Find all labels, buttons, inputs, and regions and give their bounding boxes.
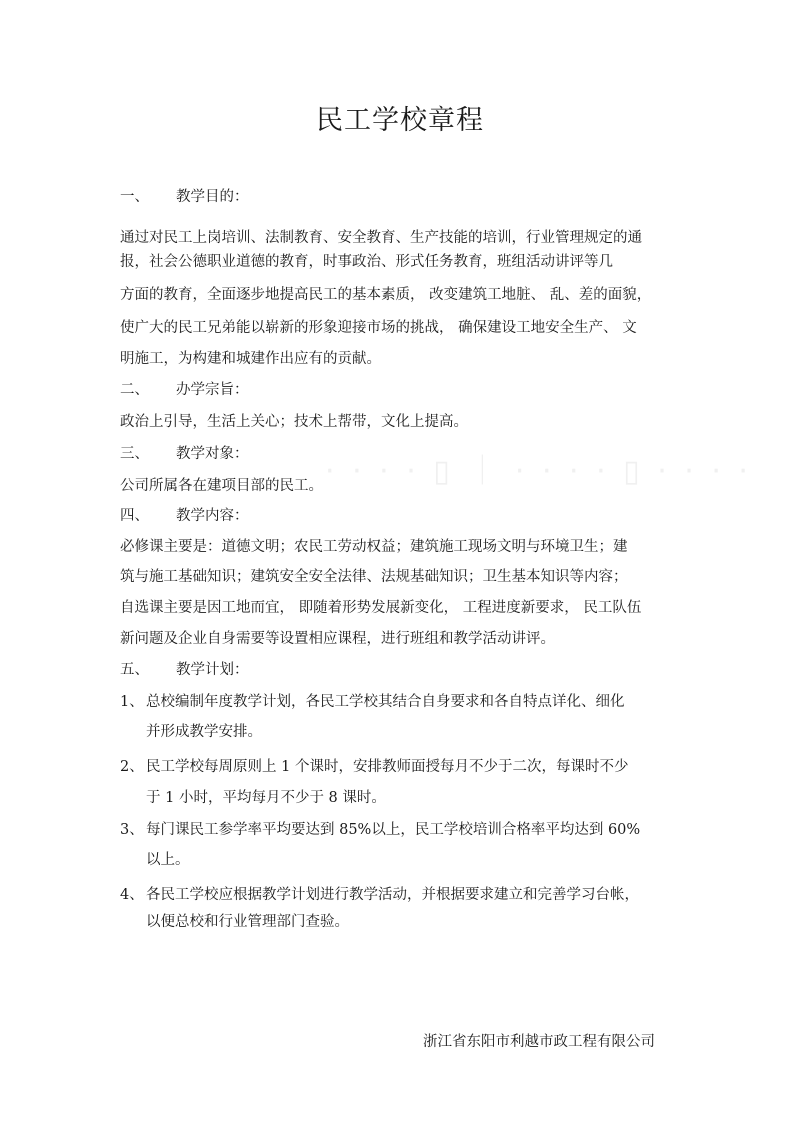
- faint-watermark: · · · · ▯ ｜ · · · · ▯ · · · ·: [325, 454, 752, 489]
- section-number: 五、: [120, 662, 149, 678]
- plan-item-number: 3、: [120, 822, 144, 838]
- section-2-heading: [120, 380, 249, 400]
- plan-item-2: [120, 757, 628, 777]
- content-line-3: 自选课主要是因工地而宜， 即随着形势发展新变化， 工程进度新要求， 民工队伍: [120, 600, 642, 616]
- section-1-heading: [120, 187, 249, 207]
- target-text: 公司所属各在建项目部的民工。: [120, 478, 323, 494]
- plan-item-text: 总校编制年度教学计划，各民工学校其结合自身要求和各自特点详化、细化: [146, 694, 625, 710]
- section-title: 办学宗旨：: [176, 382, 249, 398]
- plan-item-1: [120, 692, 625, 712]
- purpose-line-2: 报，社会公德职业道德的教育，时事政治、形式任务教育，班组活动讲评等几: [120, 254, 613, 270]
- plan-item-3: [120, 820, 640, 840]
- purpose-line-4: 使广大的民工兄弟能以崭新的形象迎接市场的挑战， 确保建设工地安全生产、 文: [120, 320, 637, 336]
- plan-item-text: 民工学校每周原则上 1 个课时，安排教师面授每月不少于二次，每课时不少: [146, 759, 629, 775]
- plan-item-1-continued: 并形成教学安排。: [146, 724, 262, 740]
- section-number: 二、: [120, 382, 149, 398]
- tenet-text: 政治上引导，生活上关心；技术上帮带，文化上提高。: [120, 414, 468, 430]
- plan-item-number: 1、: [120, 694, 144, 710]
- section-number: 四、: [120, 508, 149, 524]
- section-5-heading: [120, 660, 249, 680]
- content-line-2: 筑与施工基础知识；建筑安全安全法律、法规基础知识；卫生基本知识等内容；: [120, 569, 628, 585]
- purpose-line-3: 方面的教育，全面逐步地提高民工的基本素质， 改变建筑工地脏、 乱、差的面貌，: [120, 287, 652, 303]
- section-4-heading: [120, 506, 249, 526]
- plan-item-2-continued: 于 1 小时，平均每月不少于 8 课时。: [146, 790, 386, 806]
- page-title: 民工学校章程: [316, 105, 484, 136]
- plan-item-number: 2、: [120, 759, 144, 775]
- plan-item-4: [120, 885, 639, 905]
- purpose-line-5: 明施工，为构建和城建作出应有的贡献。: [120, 351, 381, 367]
- content-line-1: 必修课主要是：道德文明；农民工劳动权益；建筑施工现场文明与环境卫生；建: [120, 539, 628, 555]
- plan-item-3-continued: 以上。: [146, 852, 190, 868]
- content-line-4: 新问题及企业自身需要等设置相应课程，进行班组和教学活动讲评。: [120, 631, 555, 647]
- plan-item-number: 4、: [120, 887, 144, 903]
- purpose-line-1: 通过对民工上岗培训、法制教育、安全教育、生产技能的培训，行业管理规定的通: [120, 230, 642, 246]
- section-3-heading: [120, 444, 249, 464]
- section-number: 一、: [120, 189, 149, 205]
- plan-item-4-continued: 以便总校和行业管理部门查验。: [146, 914, 349, 930]
- company-signature: 浙江省东阳市利越市政工程有限公司: [423, 1034, 655, 1050]
- plan-item-text: 每门课民工参学率平均要达到 85%以上，民工学校培训合格率平均达到 60%: [146, 822, 641, 838]
- section-title: 教学目的：: [176, 189, 249, 205]
- section-title: 教学计划：: [176, 662, 249, 678]
- section-title: 教学内容：: [176, 508, 249, 524]
- section-number: 三、: [120, 446, 149, 462]
- section-title: 教学对象：: [176, 446, 249, 462]
- plan-item-text: 各民工学校应根据教学计划进行教学活动，并根据要求建立和完善学习台帐，: [146, 887, 639, 903]
